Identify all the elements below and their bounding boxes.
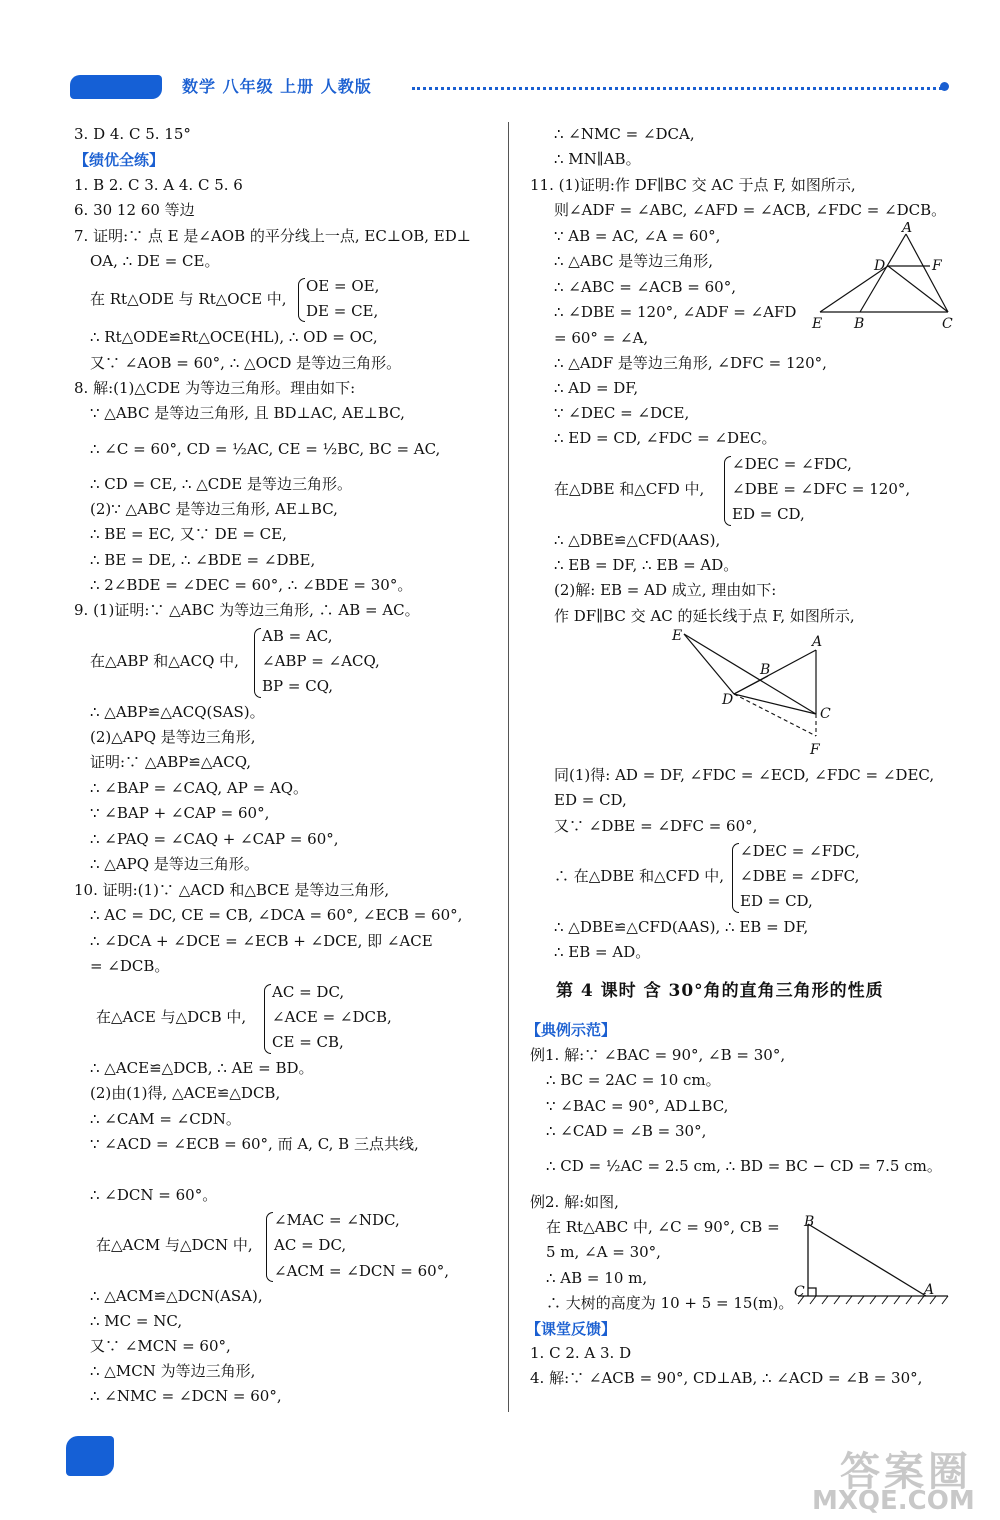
text-line: ∴ ∠CAM = ∠CDN。	[90, 1110, 241, 1128]
text-line: 11. (1)证明:作 DF∥BC 交 AC 于点 F, 如图所示,	[530, 176, 856, 194]
header-dot	[940, 82, 949, 91]
text-line: ∴ ∠ABC = ∠ACB = 60°,	[554, 278, 736, 296]
header-dotted-rule	[412, 87, 942, 90]
text-line: ∠MAC = ∠NDC,	[274, 1211, 400, 1229]
text-line: 6. 30 12 60 等边	[74, 201, 195, 219]
text-line: ED = CD,	[740, 892, 813, 910]
text-line: DE = CE,	[306, 302, 379, 320]
text-line: ∵ ∠BAC = 90°, AD⊥BC,	[546, 1097, 729, 1115]
figure-label: F	[810, 742, 820, 758]
text-line: ∴ EB = DF, ∴ EB = AD。	[554, 556, 739, 574]
section-heading: 【课堂反馈】	[526, 1320, 617, 1338]
column-divider	[508, 122, 509, 1412]
text-line: ∴ △DBE≌△CFD(AAS),	[554, 531, 721, 549]
text-line: ∴ BC = 2AC = 10 cm。	[546, 1071, 721, 1089]
text-line: 又∵ ∠MCN = 60°,	[90, 1337, 231, 1355]
text-line: 10. 证明:(1)∵ △ACD 和△BCE 是等边三角形,	[74, 881, 390, 899]
text-line: 又∵ ∠AOB = 60°, ∴ △OCD 是等边三角形。	[90, 354, 402, 372]
figure-label: C	[794, 1284, 805, 1300]
text-line: (2)△APQ 是等边三角形,	[90, 728, 256, 746]
text-line: AC = DC,	[274, 1236, 347, 1254]
equation-brace	[724, 456, 731, 526]
text-line: 在△ACE 与△DCB 中,	[96, 1008, 247, 1026]
figure-label: E	[812, 316, 823, 332]
figure-label: C	[942, 316, 953, 332]
text-line: 在△ACM 与△DCN 中,	[96, 1236, 253, 1254]
watermark-badge: 答案圈	[840, 1449, 972, 1495]
figure-label: D	[874, 258, 886, 274]
figure-label: A	[924, 1282, 935, 1298]
text-line: 例2. 解:如图,	[530, 1193, 619, 1211]
text-line: ED = CD,	[554, 791, 627, 809]
text-line: BP = CQ,	[262, 677, 334, 695]
text-line: 3. D 4. C 5. 15°	[74, 125, 191, 143]
text-line: ∴ △MCN 为等边三角形,	[90, 1362, 256, 1380]
figure-label: B	[854, 316, 865, 332]
text-line: ∴ △ABP≌△ACQ(SAS)。	[90, 703, 265, 721]
text-line: ∵ ∠DEC = ∠DCE,	[554, 404, 690, 422]
figure-label: F	[932, 258, 942, 274]
text-line: ∠DEC = ∠FDC,	[732, 455, 852, 473]
text-line: = ∠DCB。	[90, 957, 170, 975]
text-line: ∴ ∠PAQ = ∠CAQ + ∠CAP = 60°,	[90, 830, 339, 848]
figure-label: C	[820, 706, 831, 722]
text-line: ∠DBE = ∠DFC,	[740, 867, 860, 885]
text-line: ∴ AD = DF,	[554, 379, 639, 397]
header-tab-decoration	[70, 75, 162, 99]
text-line: 8. 解:(1)△CDE 为等边三角形。理由如下:	[74, 379, 356, 397]
text-line: ∴ △APQ 是等边三角形。	[90, 855, 259, 873]
equation-brace	[732, 843, 739, 913]
text-line: ∴ △ACE≌△DCB, ∴ AE = BD。	[90, 1059, 314, 1077]
text-line: ∴ △ABC 是等边三角形,	[554, 252, 713, 270]
lesson-title: 第 4 课时 含 30°角的直角三角形的性质	[556, 981, 884, 1001]
section-heading: 【典例示范】	[526, 1021, 617, 1039]
figure-label: D	[722, 692, 734, 708]
figure-label: B	[804, 1214, 815, 1230]
text-line: 作 DF∥BC 交 AC 的延长线于点 F, 如图所示,	[554, 607, 855, 625]
section-heading: 【绩优全练】	[74, 151, 165, 169]
text-line: ∠ABP = ∠ACQ,	[262, 652, 380, 670]
header-title: 数学 八年级 上册 人教版	[182, 77, 372, 96]
text-line: ∴ ∠NMC = ∠DCN = 60°,	[90, 1387, 282, 1405]
figure-label: A	[902, 222, 913, 236]
text-line: 1. B 2. C 3. A 4. C 5. 6	[74, 176, 243, 194]
text-line: ∴ ∠BAP = ∠CAQ, AP = AQ。	[90, 779, 309, 797]
text-line: 同(1)得: AD = DF, ∠FDC = ∠ECD, ∠FDC = ∠DEC,	[554, 766, 935, 784]
text-line: ∵ ∠BAP + ∠CAP = 60°,	[90, 804, 270, 822]
text-line: ∴ △ACM≌△DCN(ASA),	[90, 1287, 263, 1305]
text-line: 又∵ ∠DBE = ∠DFC = 60°,	[554, 817, 758, 835]
text-line: 证明:∵ △ABP≌△ACQ,	[90, 753, 252, 771]
text-line: ∴ CD = ½AC = 2.5 cm, ∴ BD = BC − CD = 7.5 cm。	[546, 1157, 942, 1175]
text-line: ∴ EB = AD。	[554, 943, 651, 961]
equation-brace	[254, 628, 261, 698]
text-line: ∴ ∠C = 60°, CD = ½AC, CE = ½BC, BC = AC,	[90, 440, 441, 458]
text-line: ∴ 在△DBE 和△CFD 中,	[554, 867, 725, 885]
text-line: 在△ABP 和△ACQ 中,	[90, 652, 239, 670]
text-line: ∴ Rt△ODE≌Rt△OCE(HL), ∴ OD = OC,	[90, 328, 378, 346]
text-line: ∴ 2∠BDE = ∠DEC = 60°, ∴ ∠BDE = 30°。	[90, 576, 413, 594]
figure-triangle-abc-extension	[808, 222, 968, 334]
text-line: AB = AC,	[262, 627, 333, 645]
text-line: 4. 解:∵ ∠ACB = 90°, CD⊥AB, ∴ ∠ACD = ∠B = 30°,	[530, 1369, 923, 1387]
figure-triangle-extended	[668, 624, 848, 760]
text-line: = 60° = ∠A,	[554, 329, 649, 347]
text-line: 在△DBE 和△CFD 中,	[554, 480, 705, 498]
text-line: ∠ACM = ∠DCN = 60°,	[274, 1262, 449, 1280]
text-line: ∴ ∠NMC = ∠DCA,	[554, 125, 695, 143]
text-line: ∴ ∠DBE = 120°, ∠ADF = ∠AFD	[554, 303, 797, 321]
text-line: ∴ 大树的高度为 10 + 5 = 15(m)。	[546, 1294, 794, 1312]
equation-brace	[298, 278, 305, 322]
text-line: (2)由(1)得, △ACE≌△DCB,	[90, 1084, 281, 1102]
text-line: 1. C 2. A 3. D	[530, 1344, 632, 1362]
text-line: ∴ CD = CE, ∴ △CDE 是等边三角形。	[90, 475, 352, 493]
figure-label: E	[672, 628, 683, 644]
text-line: ∵ ∠ACD = ∠ECB = 60°, 而 A, C, B 三点共线,	[90, 1135, 419, 1153]
text-line: ∴ MN∥AB。	[554, 150, 641, 168]
text-line: ∴ ∠DCN = 60°。	[90, 1186, 218, 1204]
figure-tree-right-triangle	[792, 1212, 952, 1312]
text-line: 5 m, ∠A = 30°,	[546, 1243, 661, 1261]
text-line: (2)解: EB = AD 成立, 理由如下:	[554, 581, 777, 599]
text-line: ∠DBE = ∠DFC = 120°,	[732, 480, 911, 498]
text-line: ∠DEC = ∠FDC,	[740, 842, 860, 860]
text-line: ∴ △DBE≌△CFD(AAS), ∴ EB = DF,	[554, 918, 809, 936]
text-line: ∴ MC = NC,	[90, 1312, 183, 1330]
text-line: 在 Rt△ABC 中, ∠C = 90°, CB =	[546, 1218, 780, 1236]
text-line: ∠ACE = ∠DCB,	[272, 1008, 392, 1026]
text-line: ∴ △ADF 是等边三角形, ∠DFC = 120°,	[554, 354, 827, 372]
text-line: 例1. 解:∵ ∠BAC = 90°, ∠B = 30°,	[530, 1046, 786, 1064]
text-line: 9. (1)证明:∵ △ABC 为等边三角形, ∴ AB = AC。	[74, 601, 420, 619]
text-line: ∴ ∠CAD = ∠B = 30°,	[546, 1122, 707, 1140]
text-line: ∴ AB = 10 m,	[546, 1269, 648, 1287]
text-line: ∴ ED = CD, ∠FDC = ∠DEC。	[554, 429, 777, 447]
text-line: OA, ∴ DE = CE。	[90, 252, 220, 270]
text-line: AC = DC,	[272, 983, 345, 1001]
figure-label: B	[760, 662, 771, 678]
text-line: 在 Rt△ODE 与 Rt△OCE 中,	[90, 290, 287, 308]
text-line: OE = OE,	[306, 277, 380, 295]
text-line: ∴ BE = DE, ∴ ∠BDE = ∠DBE,	[90, 551, 316, 569]
text-line: CE = CB,	[272, 1033, 344, 1051]
text-line: ∵ △ABC 是等边三角形, 且 BD⊥AC, AE⊥BC,	[90, 404, 405, 422]
equation-brace	[264, 984, 271, 1054]
text-line: 7. 证明:∵ 点 E 是∠AOB 的平分线上一点, EC⊥OB, ED⊥	[74, 227, 471, 245]
page-number-tab	[66, 1436, 114, 1476]
figure-label: A	[812, 634, 823, 650]
text-line: ∴ ∠DCA + ∠DCE = ∠ECB + ∠DCE, 即 ∠ACE	[90, 932, 433, 950]
text-line: ∵ AB = AC, ∠A = 60°,	[554, 227, 721, 245]
text-line: ∴ BE = EC, 又∵ DE = CE,	[90, 525, 287, 543]
text-line: (2)∵ △ABC 是等边三角形, AE⊥BC,	[90, 500, 338, 518]
equation-brace	[266, 1212, 273, 1282]
watermark-url: MXQE.COM	[812, 1486, 975, 1516]
text-line: ED = CD,	[732, 505, 805, 523]
text-line: ∴ AC = DC, CE = CB, ∠DCA = 60°, ∠ECB = 60°,	[90, 906, 463, 924]
text-line: 则∠ADF = ∠ABC, ∠AFD = ∠ACB, ∠FDC = ∠DCB。	[554, 201, 947, 219]
